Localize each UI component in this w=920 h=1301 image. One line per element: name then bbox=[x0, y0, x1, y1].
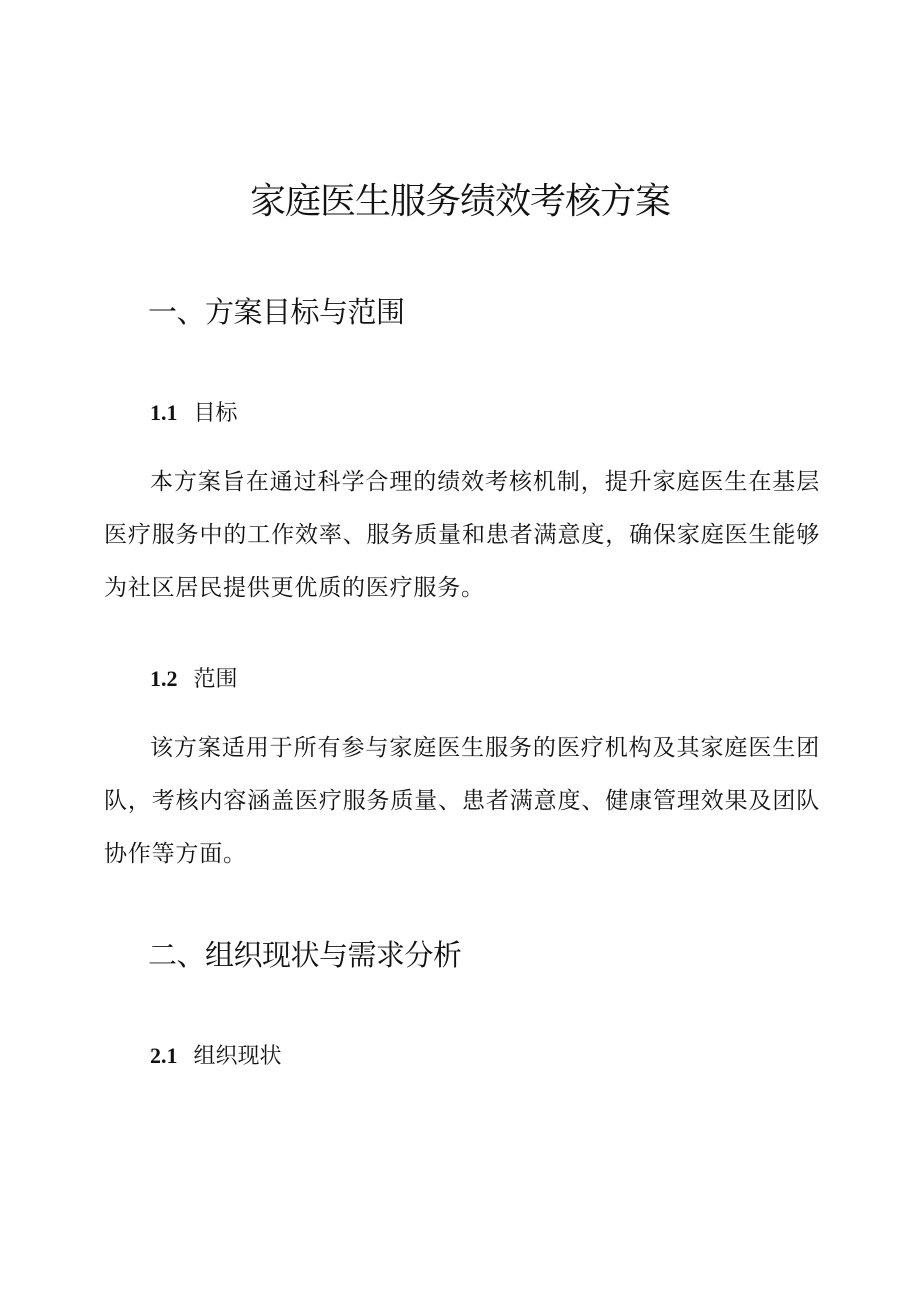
section-heading-2: 二、组织现状与需求分析 bbox=[148, 938, 462, 972]
paragraph-goal: 本方案旨在通过科学合理的绩效考核机制，提升家庭医生在基层医疗服务中的工作效率、服务质量和患者满意度，确保家庭医生能够为社区居民提供更优质的医疗服务。 bbox=[104, 469, 820, 601]
document-title: 家庭医生服务绩效考核方案 bbox=[249, 181, 670, 222]
subsection-number: 2.1 bbox=[150, 1043, 178, 1068]
subsection-title: 范围 bbox=[193, 667, 238, 692]
subsection-number: 1.1 bbox=[150, 400, 178, 425]
subsection-number: 1.2 bbox=[150, 666, 178, 691]
subsection-heading-1-2 bbox=[150, 664, 238, 695]
section-heading-1: 一、方案目标与范围 bbox=[148, 295, 405, 329]
subsection-heading-1-1 bbox=[150, 398, 238, 429]
subsection-heading-2-1 bbox=[150, 1041, 282, 1072]
subsection-title: 组织现状 bbox=[193, 1044, 282, 1069]
paragraph-scope: 该方案适用于所有参与家庭医生服务的医疗机构及其家庭医生团队，考核内容涵盖医疗服务质量、患者满意度、健康管理效果及团队协作等方面。 bbox=[104, 735, 820, 867]
subsection-title: 目标 bbox=[193, 401, 238, 426]
